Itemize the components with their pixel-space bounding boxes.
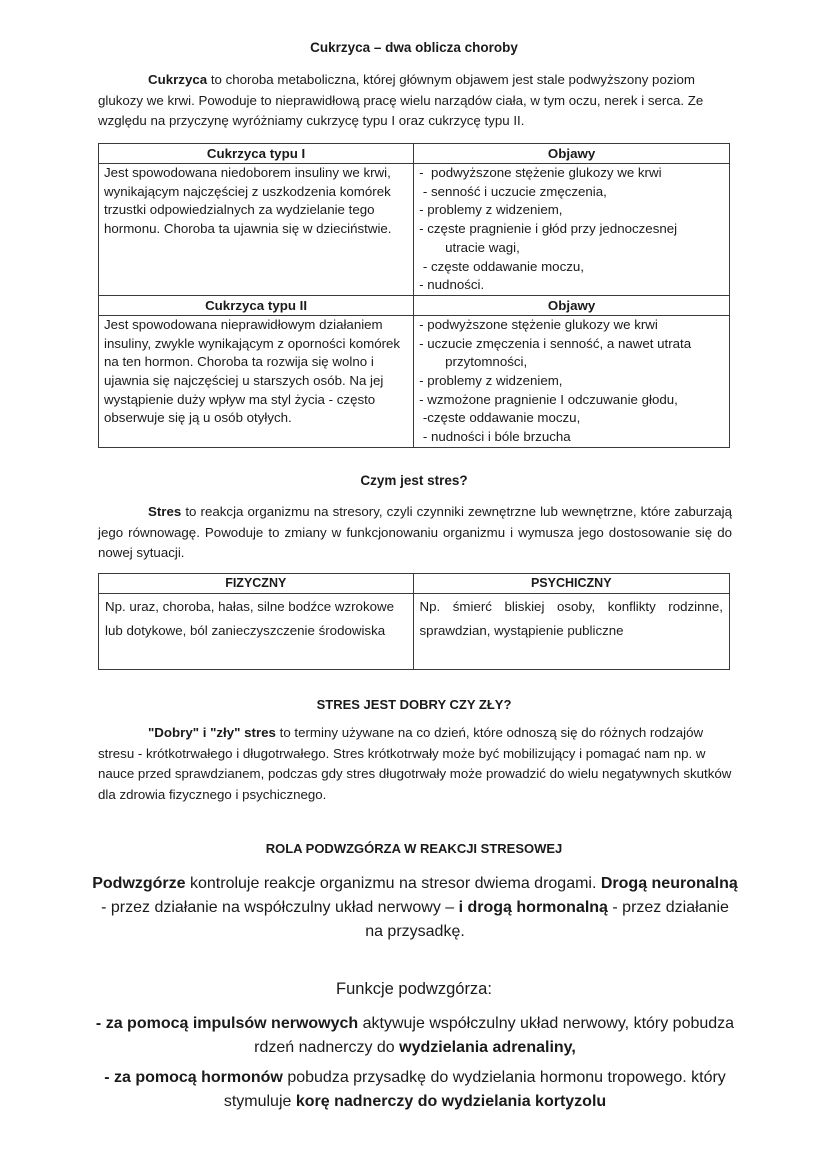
function2-bold: - za pomocą hormonów <box>104 1069 283 1086</box>
hypothalamus-text-2: - przez działanie na współczulny układ nerwowy – <box>101 899 459 916</box>
hypothalamus-bold: Podwzgórze <box>92 875 186 892</box>
symptom-item-continuation: utracie wagi, <box>445 239 520 255</box>
psychological-examples: Np. śmierć bliskiej osoby, konflikty rodzinne, sprawdzian, wystąpienie publiczne <box>413 594 729 670</box>
diabetes-table <box>98 143 730 448</box>
stressor-types-table <box>98 573 730 670</box>
diabetes-intro-text: to choroba metaboliczna, której głównym objawem jest stale podwyższony poziom glukozy we krwi. Powoduje to nieprawidłową pracę wielu narządów ciała, w tym oczu, nerek i serca. Ze względu na przyczynę wyróżniamy cukrzycę typu I oraz cukrzycę typu II. <box>98 72 704 128</box>
stress-intro-text: to reakcja organizmu na stresory, czyli czynniki zewnętrzne lub wewnętrzne, które zaburzają jego równowagę. Powoduje to zmiany w funkcjonowaniu organizmu i wymusza jego dostosowanie się do nowej sytuacji. <box>98 504 732 560</box>
good-bad-stress-text <box>98 723 738 805</box>
hypothalamus-text-1: kontroluje reakcje organizmu na stresor dwiema drogami. <box>185 875 601 892</box>
symptom-item: - podwyższone stężenie glukozy we krwi <box>419 165 662 180</box>
function1-bold-end: wydzielania adrenaliny, <box>399 1039 576 1056</box>
good-bad-stress-body: to terminy używane na co dzień, które odnoszą się do różnych rodzajów stresu - krótkotrwałego i długotrwałego. Stres krótkotrwały może być mobilizujący i pomagać nam np. w nauce przed sprawdzianem, podczas gdy stres długotrwały może prowadzić do wielu negatywnych skutków dla zdrowia fizycznego i psychicznego. <box>98 725 732 802</box>
symptom-item: - częste oddawanie moczu, <box>419 258 584 274</box>
hypothalamus-text <box>90 872 740 944</box>
physical-examples: Np. uraz, choroba, hałas, silne bodźce wzrokowe lub dotykowe, ból zanieczyszczenie środowiska <box>99 594 414 670</box>
symptom-item: - wzmożone pragnienie I odczuwanie głodu, <box>419 391 678 407</box>
type1-header: Cukrzyca typu I <box>99 144 414 164</box>
function2-text: pobudza przysadkę do wydzielania hormonu tropowego. który stymuluje <box>223 1069 726 1110</box>
type2-header: Cukrzyca typu II <box>99 295 414 315</box>
hypothalamus-text-3: - przez działanie na przysadkę. <box>365 899 729 940</box>
section-title-diabetes: Cukrzyca – dwa oblicza choroby <box>310 40 518 55</box>
section-title-stress: Czym jest stres? <box>360 473 468 488</box>
type2-symptoms-list <box>414 315 730 447</box>
type2-description: Jest spowodowana nieprawidłowym działaniem insuliny, zwykle wynikającym z oporności komórek na ten hormon. Choroba ta rozwija się wolno i ujawnia się najczęściej u starszych osób. Na jej wystąpienie duży wpływ ma styl życia - często obserwuje się ją u osób otyłych. <box>99 315 414 447</box>
symptom-item: - senność i uczucie zmęczenia, <box>419 183 607 199</box>
diabetes-intro-bold: Cukrzyca <box>148 72 208 87</box>
symptom-item: - problemy z widzeniem, <box>419 373 563 389</box>
physical-header: FIZYCZNY <box>99 574 414 594</box>
type2-symptoms-header: Objawy <box>414 295 730 315</box>
function-nerve-impulses <box>90 1012 740 1060</box>
stress-intro-bold: Stres <box>148 504 182 519</box>
symptom-item: - częste pragnienie i głód przy jednoczesnej <box>419 221 678 237</box>
symptom-item: - nudności i bóle brzucha <box>419 429 571 445</box>
symptom-item: - uczucie zmęczenia i senność, a nawet utrata <box>419 335 692 351</box>
function1-bold: - za pomocą impulsów nerwowych <box>95 1015 359 1032</box>
type1-symptoms-header: Objawy <box>414 144 730 164</box>
function1-text: aktywuje współczulny układ nerwowy, który pobudza rdzeń nadnerczy do <box>254 1015 735 1056</box>
hormonal-path-bold: i drogą hormonalną <box>458 899 608 916</box>
good-bad-stress-bold: "Dobry" i "zły" stres <box>148 725 276 740</box>
diabetes-intro <box>98 70 734 132</box>
psychological-header: PSYCHICZNY <box>413 574 729 594</box>
symptom-item: - nudności. <box>419 277 485 293</box>
symptom-item: -częste oddawanie moczu, <box>419 410 581 426</box>
stress-intro <box>98 502 732 564</box>
function-hormones <box>90 1066 740 1114</box>
symptom-item: - podwyższone stężenie glukozy we krwi <box>419 316 658 332</box>
section-title-good-bad-stress: STRES JEST DOBRY CZY ZŁY? <box>316 697 512 712</box>
type1-description: Jest spowodowana niedoborem insuliny we krwi, wynikającym najczęściej z uszkodzenia komórek trzustki odpowiedzialnych za wydzielanie tego hormonu. Choroba ta ujawnia się w dzieciństwie. <box>99 164 414 296</box>
symptom-item-continuation: przytomności, <box>445 354 528 370</box>
section-title-hypothalamus: ROLA PODWZGÓRZA W REAKCJI STRESOWEJ <box>265 841 563 856</box>
type1-symptoms-list <box>414 164 730 296</box>
neuronal-path-bold: Drogą neuronalną <box>600 875 738 892</box>
symptom-item: - problemy z widzeniem, <box>419 202 563 218</box>
functions-title: Funkcje podwzgórza: <box>336 980 492 998</box>
function2-bold-end: korę nadnerczy do wydzielania kortyzolu <box>295 1093 607 1110</box>
